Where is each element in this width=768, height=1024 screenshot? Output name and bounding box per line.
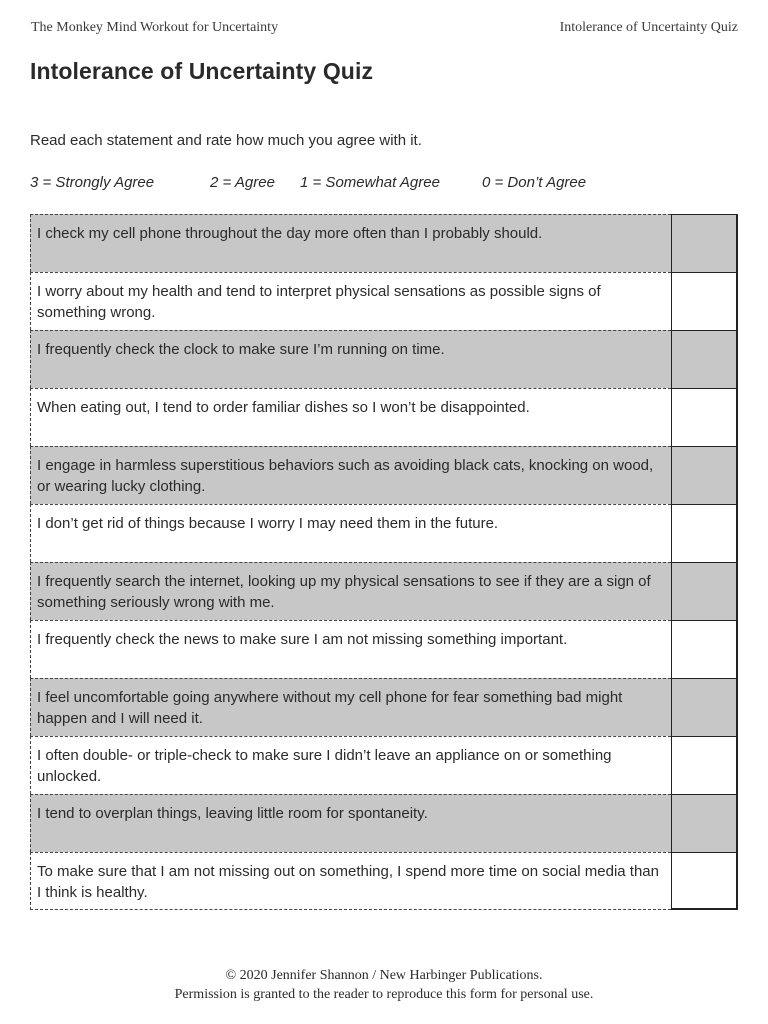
running-head-book-title: The Monkey Mind Workout for Uncertainty <box>31 20 279 35</box>
score-box[interactable] <box>671 272 738 330</box>
quiz-statement: I frequently search the internet, looking up my physical sensations to see if they are a sign of something seriously wrong with me. <box>30 562 671 620</box>
quiz-statement: I feel uncomfortable going anywhere without my cell phone for fear something bad might happen and I will need it. <box>30 678 671 736</box>
quiz-row <box>30 272 738 330</box>
quiz-statement: I don’t get rid of things because I worry I may need them in the future. <box>30 504 671 562</box>
score-box[interactable] <box>671 388 738 446</box>
score-box[interactable] <box>671 562 738 620</box>
score-box[interactable] <box>671 678 738 736</box>
running-head-section-title: Intolerance of Uncertainty Quiz <box>559 20 738 35</box>
quiz-row <box>30 504 738 562</box>
score-box[interactable] <box>671 214 738 272</box>
quiz-table <box>30 214 738 910</box>
score-box[interactable] <box>671 736 738 794</box>
quiz-row <box>30 736 738 794</box>
quiz-statement: I engage in harmless superstitious behaviors such as avoiding black cats, knocking on wood, or wearing lucky clothing. <box>30 446 671 504</box>
quiz-row <box>30 678 738 736</box>
quiz-row <box>30 388 738 446</box>
page-title: Intolerance of Uncertainty Quiz <box>30 58 374 84</box>
score-box[interactable] <box>671 446 738 504</box>
permission-notice: Permission is granted to the reader to reproduce this form for personal use. <box>174 987 594 1002</box>
score-box[interactable] <box>671 620 738 678</box>
quiz-row <box>30 330 738 388</box>
scale-dont-agree: 0 = Don’t Agree <box>482 174 587 191</box>
running-head <box>31 20 738 40</box>
quiz-row <box>30 562 738 620</box>
quiz-statement: I worry about my health and tend to interpret physical sensations as possible signs of something wrong. <box>30 272 671 330</box>
instructions-text: Read each statement and rate how much you agree with it. <box>30 132 422 149</box>
quiz-statement: To make sure that I am not missing out on something, I spend more time on social media than I think is healthy. <box>30 852 671 910</box>
page-footer <box>0 966 768 1004</box>
scale-somewhat-agree: 1 = Somewhat Agree <box>300 174 440 191</box>
quiz-row <box>30 794 738 852</box>
quiz-statement: I often double- or triple-check to make sure I didn’t leave an appliance on or something unlocked. <box>30 736 671 794</box>
quiz-row <box>30 852 738 910</box>
quiz-statement: I frequently check the clock to make sure I’m running on time. <box>30 330 671 388</box>
quiz-statement: I frequently check the news to make sure I am not missing something important. <box>30 620 671 678</box>
quiz-row <box>30 620 738 678</box>
rating-scale-legend <box>30 174 730 194</box>
quiz-statement: I tend to overplan things, leaving little room for spontaneity. <box>30 794 671 852</box>
quiz-row <box>30 446 738 504</box>
quiz-statement: I check my cell phone throughout the day more often than I probably should. <box>30 214 671 272</box>
score-box[interactable] <box>671 330 738 388</box>
quiz-row <box>30 214 738 272</box>
quiz-statement: When eating out, I tend to order familiar dishes so I won’t be disappointed. <box>30 388 671 446</box>
scale-agree: 2 = Agree <box>210 174 275 191</box>
score-box[interactable] <box>671 852 738 910</box>
scale-strongly-agree: 3 = Strongly Agree <box>30 174 155 191</box>
score-box[interactable] <box>671 504 738 562</box>
copyright-notice: © 2020 Jennifer Shannon / New Harbinger Publications. <box>225 968 543 983</box>
score-box[interactable] <box>671 794 738 852</box>
